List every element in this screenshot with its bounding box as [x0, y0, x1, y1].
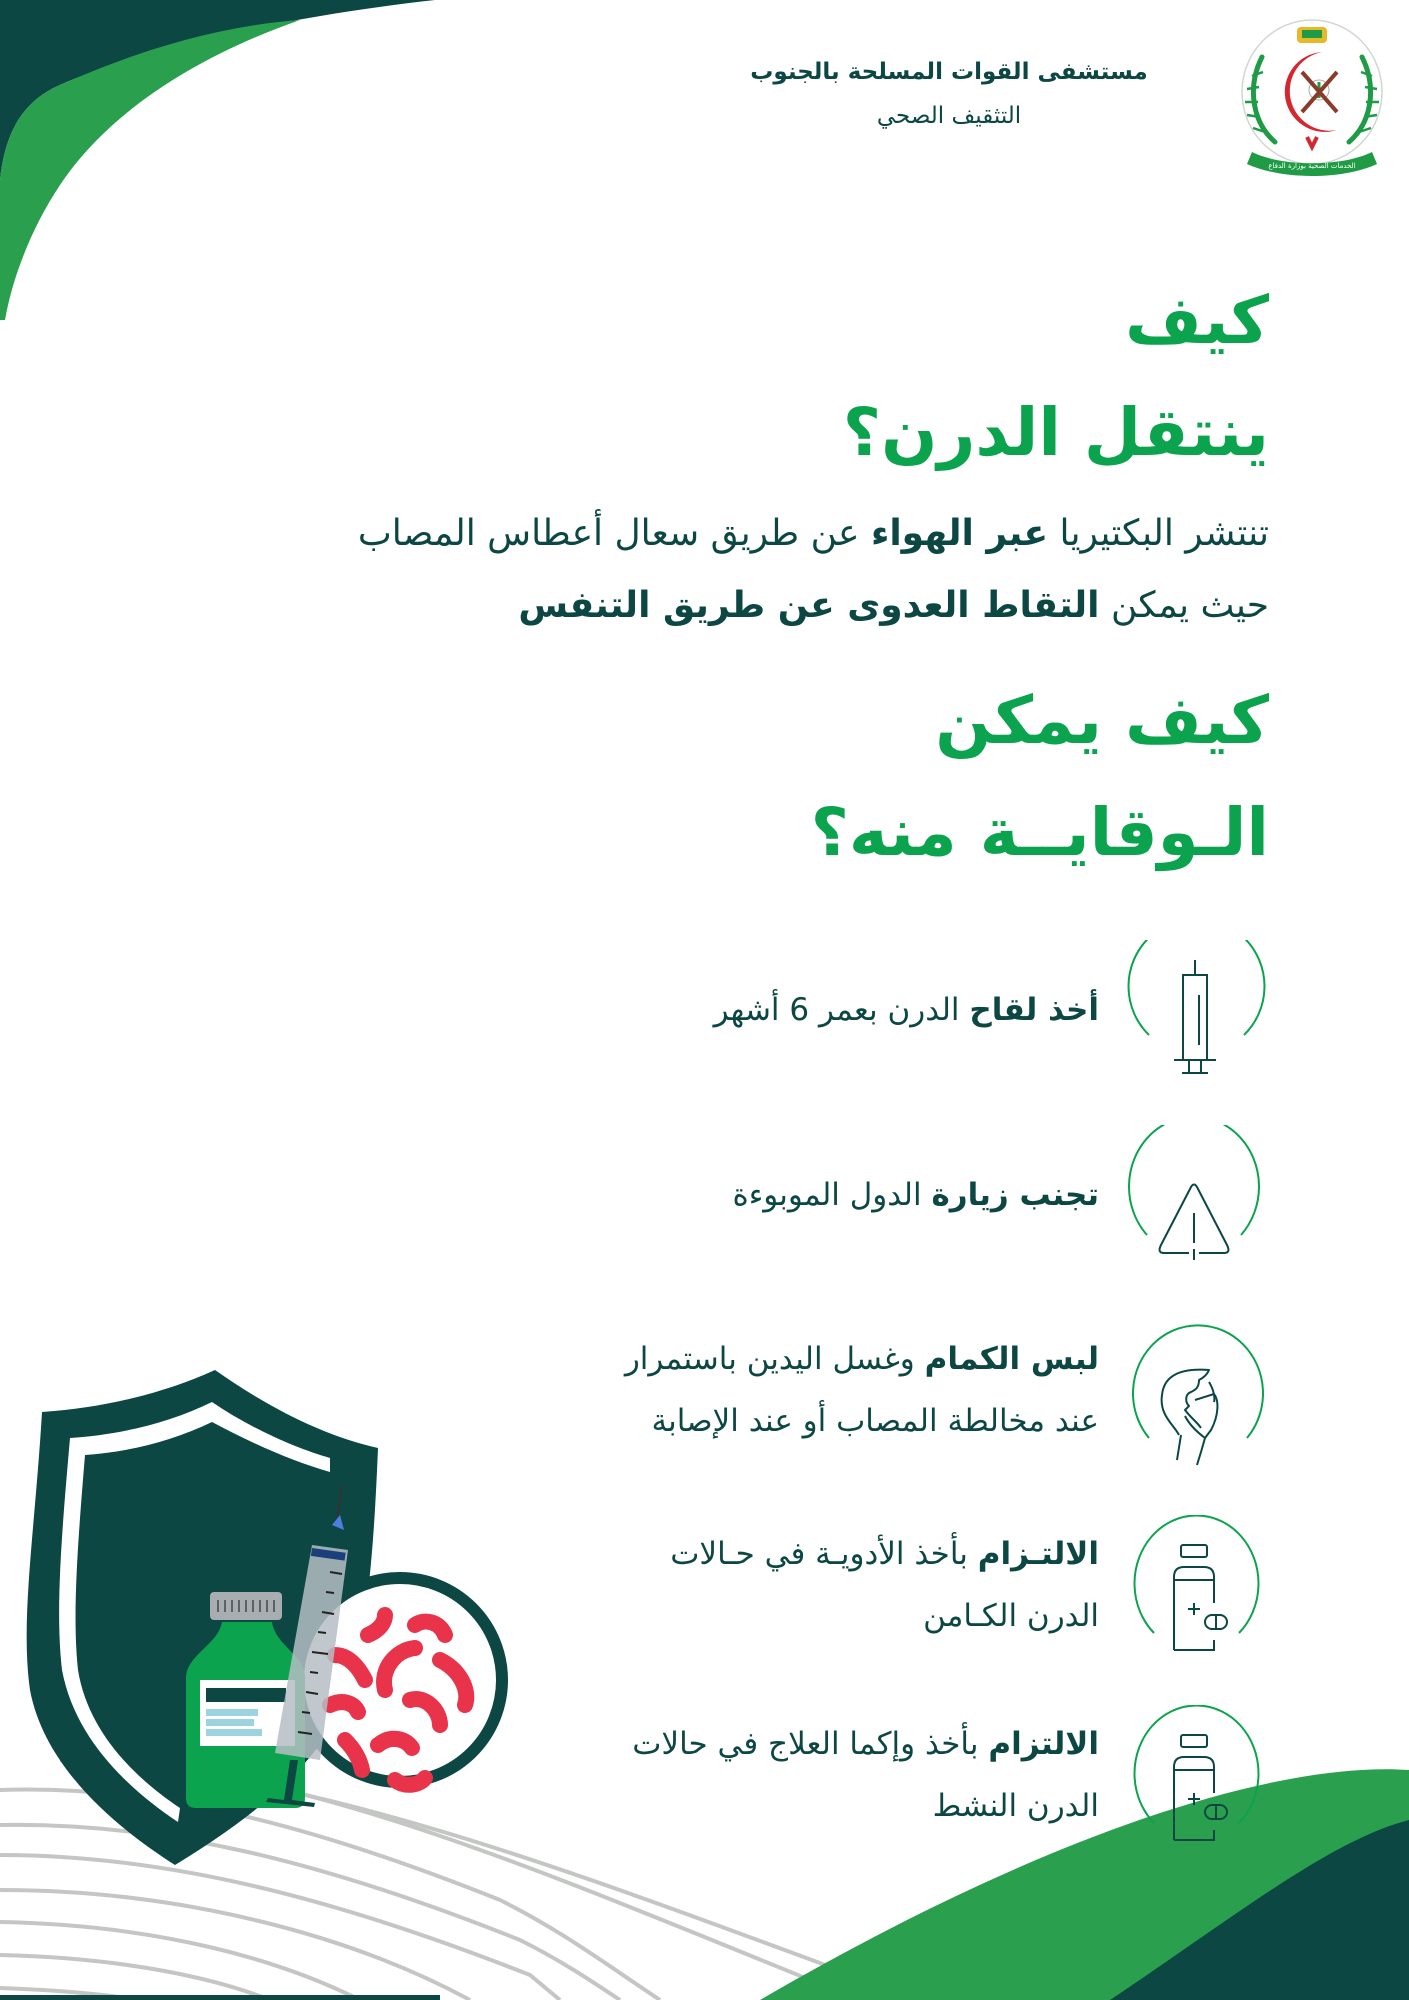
header: [689, 50, 1209, 138]
transmission-description: [149, 498, 1269, 642]
section2-title-line1: كيف يمكن: [935, 682, 1269, 759]
section2-title-line2: الـوقايــة منه؟: [810, 794, 1269, 871]
prevention-text: الالتـزام بأخذ الأدويـة في حـالات الدرن الكـامن: [670, 1536, 1099, 1634]
medicine-bottle-icon: [1119, 1515, 1269, 1655]
prevention-text: تجنب زيارة الدول الموبوءة: [732, 1177, 1099, 1213]
warning-triangle-icon: [1119, 1125, 1269, 1265]
prevention-text: لبس الكمام وغسل اليدين باستمرار عند مخالطة المصاب أو عند الإصابة: [624, 1341, 1099, 1439]
prevention-text: الالتزام بأخذ وإكما العلاج في حالات الدرن النشط: [632, 1726, 1099, 1824]
ministry-health-logo: [1227, 12, 1397, 182]
organization-name: مستشفى القوات المسلحة بالجنوب: [750, 59, 1148, 85]
description-line2: حيث يمكن التقاط العدوى عن طريق التنفس: [518, 585, 1269, 626]
section1-title-line2: ينتقل الدرن؟: [842, 394, 1269, 471]
prevention-item-avoid-travel: [269, 1125, 1269, 1265]
description-line1: تنتشر البكتيريا عبر الهواء عن طريق سعال أعطاس المصاب: [357, 513, 1269, 554]
tb-prevention-illustration: [0, 1360, 560, 1920]
department-name: التثقيف الصحي: [876, 103, 1022, 129]
prevention-text: أخذ لقاح الدرن بعمر 6 أشهر: [713, 992, 1099, 1028]
section1-title-line1: كيف: [1125, 282, 1269, 359]
face-mask-icon: [1119, 1320, 1269, 1460]
logo-ribbon-text: الخدمات الصحية بوزارة الدفاع: [1268, 162, 1356, 170]
syringe-icon: [1119, 940, 1269, 1080]
prevention-item-vaccine: [269, 940, 1269, 1080]
medicine-bottle-icon: [1119, 1705, 1269, 1845]
